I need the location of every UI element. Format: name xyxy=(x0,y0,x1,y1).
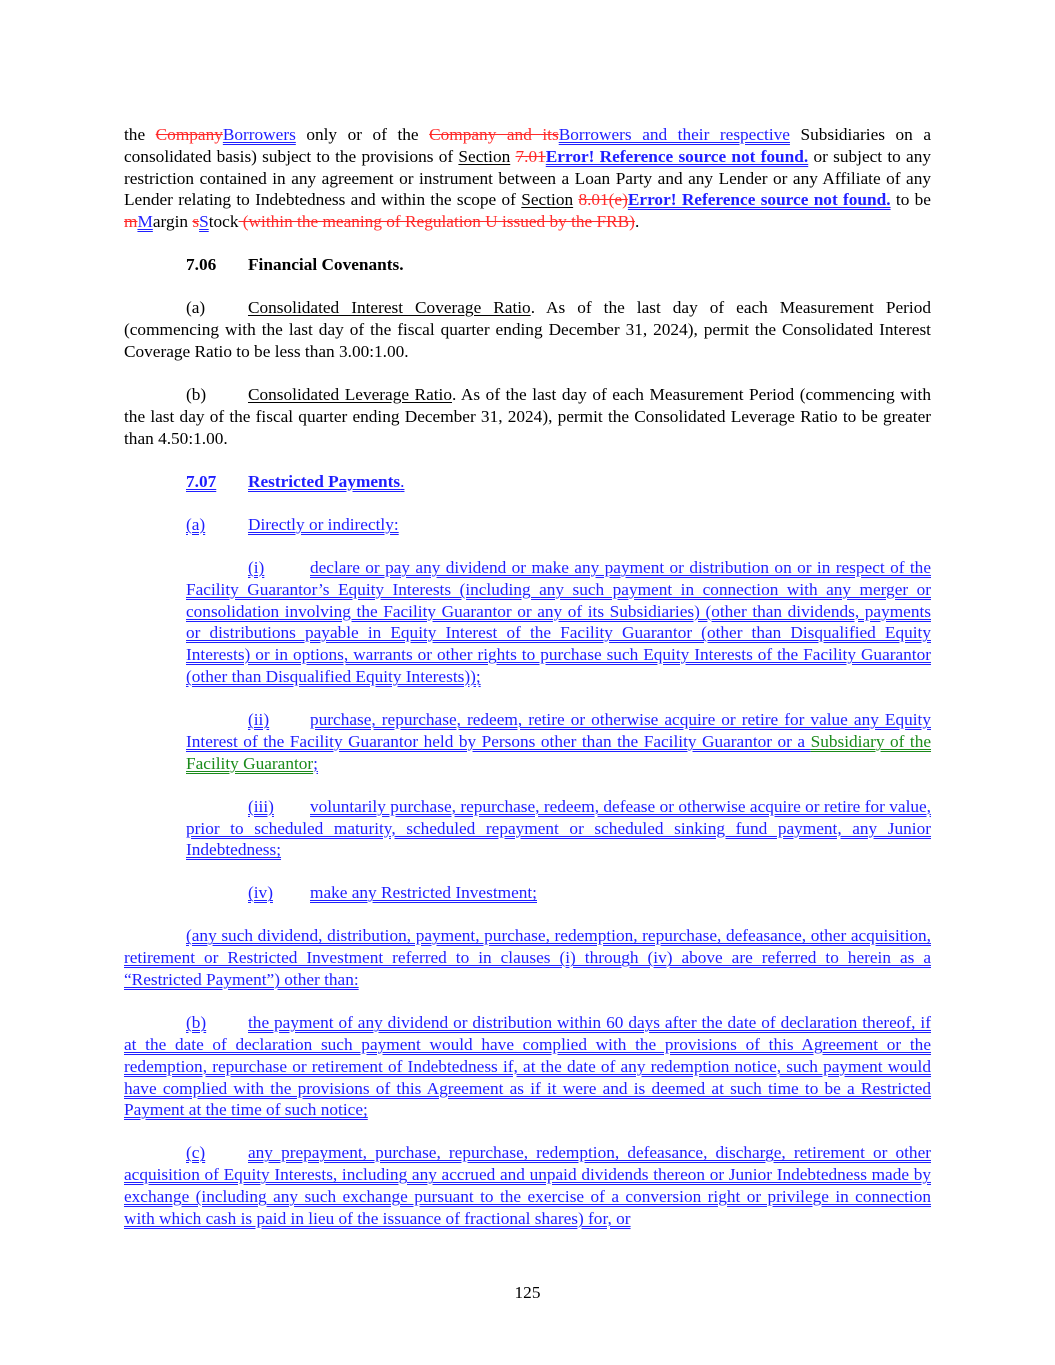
paragraph-7-06-b xyxy=(124,384,931,449)
clause-text: (any such dividend, distribution, payment, purchase, redemption, repurchase, defeasance, other acquisition, retirement or Restricted Investment referred to in clauses (i) through (iv) above are referred to herein as a “Restricted Payment”) other than: xyxy=(124,926,931,990)
deleted-text: m xyxy=(124,212,138,232)
text-run: only or of the xyxy=(295,125,430,144)
text-run: the xyxy=(124,125,156,144)
section-number: 7.06 xyxy=(186,255,217,275)
clause-text: ; xyxy=(313,753,318,773)
inserted-text: M xyxy=(137,212,153,232)
clause-label: (a) xyxy=(186,514,206,534)
paragraph-7-07-a-ii xyxy=(124,709,931,774)
text-run: tock xyxy=(208,212,239,232)
paragraph-7-07-a xyxy=(124,514,931,536)
page-number: 125 xyxy=(514,1283,541,1302)
clause-label: (iii) xyxy=(248,796,274,816)
deleted-text: 8.01(e) xyxy=(578,190,628,210)
clause-label: (b) xyxy=(186,385,207,405)
paragraph-7-07-b xyxy=(124,1012,931,1121)
document-page xyxy=(124,124,931,1251)
clause-label: (iv) xyxy=(248,883,273,903)
clause-heading: Consolidated Interest Coverage Ratio xyxy=(248,298,531,318)
section-reference: Section xyxy=(458,146,511,166)
clause-text: make any Restricted Investment; xyxy=(310,883,537,903)
clause-heading: Consolidated Leverage Ratio xyxy=(248,385,453,405)
paragraph-7-07-a-iii xyxy=(124,796,931,861)
section-heading-7-06 xyxy=(124,254,931,276)
paragraph-margin-stock xyxy=(124,124,931,233)
paragraph-restricted-payment-definition xyxy=(124,925,931,990)
clause-text: any prepayment, purchase, repurchase, redemption, defeasance, discharge, retirement or other acquisition of Equity Interests, including any accrued and unpaid dividends thereon or Junior Indebtedness made by exchange (including any such exchange pursuant to the exercise of a conversion right or privilege in connection with which cash is paid in lieu of the issuance of fractional shares) for, or xyxy=(124,1143,931,1228)
clause-text: . As of the last day of each Measurement Period (commencing with the last day of the fiscal quarter ending December 31, 2024), permit the Consolidated Leverage Ratio to be greater than 4.50:1.00. xyxy=(124,385,931,448)
section-title: Financial Covenants. xyxy=(248,255,404,275)
clause-text: declare or pay any dividend or make any payment or distribution on or in respect of the Facility Guarantor’s Equity Interests (including any such payment in connection with any merger or consolidation involving the Facility Guarantor or any of its Subsidiaries) (other than dividends, payments or distributions payable in Equity Interest of the Facility Guarantor (other than Disqualified Equity Interests) or in options, warrants or other rights to purchase such Equity Interests of the Facility Guarantor (other than Disqualified Equity Interests)); xyxy=(186,557,931,686)
deleted-text: 7.01 xyxy=(515,146,546,166)
deleted-text: s xyxy=(192,212,200,232)
clause-text: . As of the last day of each Measurement Period (commencing with the last day of the fiscal quarter ending December 31, 2024), permit the Consolidated Interest Coverage Ratio to be less than 3.00:1.00. xyxy=(124,298,931,361)
deleted-text: Company and its xyxy=(429,125,559,144)
inserted-text: S xyxy=(199,212,209,232)
clause-label: (ii) xyxy=(248,710,270,730)
text-run: . xyxy=(400,471,405,491)
deleted-text: Company xyxy=(155,125,223,144)
moved-text: Subsidiary of the Facility Guarantor xyxy=(186,731,932,773)
paragraph-7-07-a-i xyxy=(124,557,931,688)
reference-error-text: Error! Reference source not found. xyxy=(627,190,891,210)
paragraph-7-07-c xyxy=(124,1142,931,1229)
clause-label: (b) xyxy=(186,1013,207,1033)
clause-label: (i) xyxy=(248,557,265,577)
clause-label: (c) xyxy=(186,1143,206,1163)
inserted-text: Borrowers xyxy=(222,125,296,144)
deleted-text: (within the meaning of Regulation U issued by the FRB) xyxy=(238,212,635,232)
text-run: argin xyxy=(152,212,193,232)
text-run: to be xyxy=(890,190,931,210)
reference-error-text: Error! Reference source not found. xyxy=(545,146,809,166)
clause-text: Directly or indirectly: xyxy=(248,514,399,534)
paragraph-7-06-a xyxy=(124,297,931,362)
text-run: or subject to any restriction contained in any agreement or instrument between a Loan Party and any Lender or any Affiliate of any Lender relating to Indebtedness and within the scope of xyxy=(124,146,932,210)
clause-label: (a) xyxy=(186,298,206,318)
section-heading-7-07 xyxy=(124,471,931,493)
text-run: Subsidiaries on a consolidated basis) subject to the provisions of xyxy=(124,125,931,166)
clause-text: the payment of any dividend or distribution within 60 days after the date of declaration thereof, if at the date of declaration such payment would have complied with the provisions of this Agreement or the redemption, repurchase or retirement of Indebtedness if, at the date of any redemption notice, such payment would have complied with the provisions of this Agreement as if it were and is deemed at such time to be a Restricted Payment at the time of such notice; xyxy=(124,1013,931,1120)
section-number: 7.07 xyxy=(186,471,217,491)
clause-text: voluntarily purchase, repurchase, redeem, defease or otherwise acquire or retire for value, prior to scheduled maturity, scheduled repayment or scheduled sinking fund payment, any Junior Indebtedness; xyxy=(186,796,931,860)
clause-text: purchase, repurchase, redeem, retire or otherwise acquire or retire for value any Equity Interest of the Facility Guarantor held by Persons other than the Facility Guarantor or a xyxy=(186,710,931,751)
inserted-text: Borrowers and their respective xyxy=(558,125,790,144)
paragraph-7-07-a-iv xyxy=(124,882,931,904)
text-run: . xyxy=(634,212,640,232)
section-title: Restricted Payments xyxy=(248,471,401,491)
section-reference: Section xyxy=(521,190,574,210)
